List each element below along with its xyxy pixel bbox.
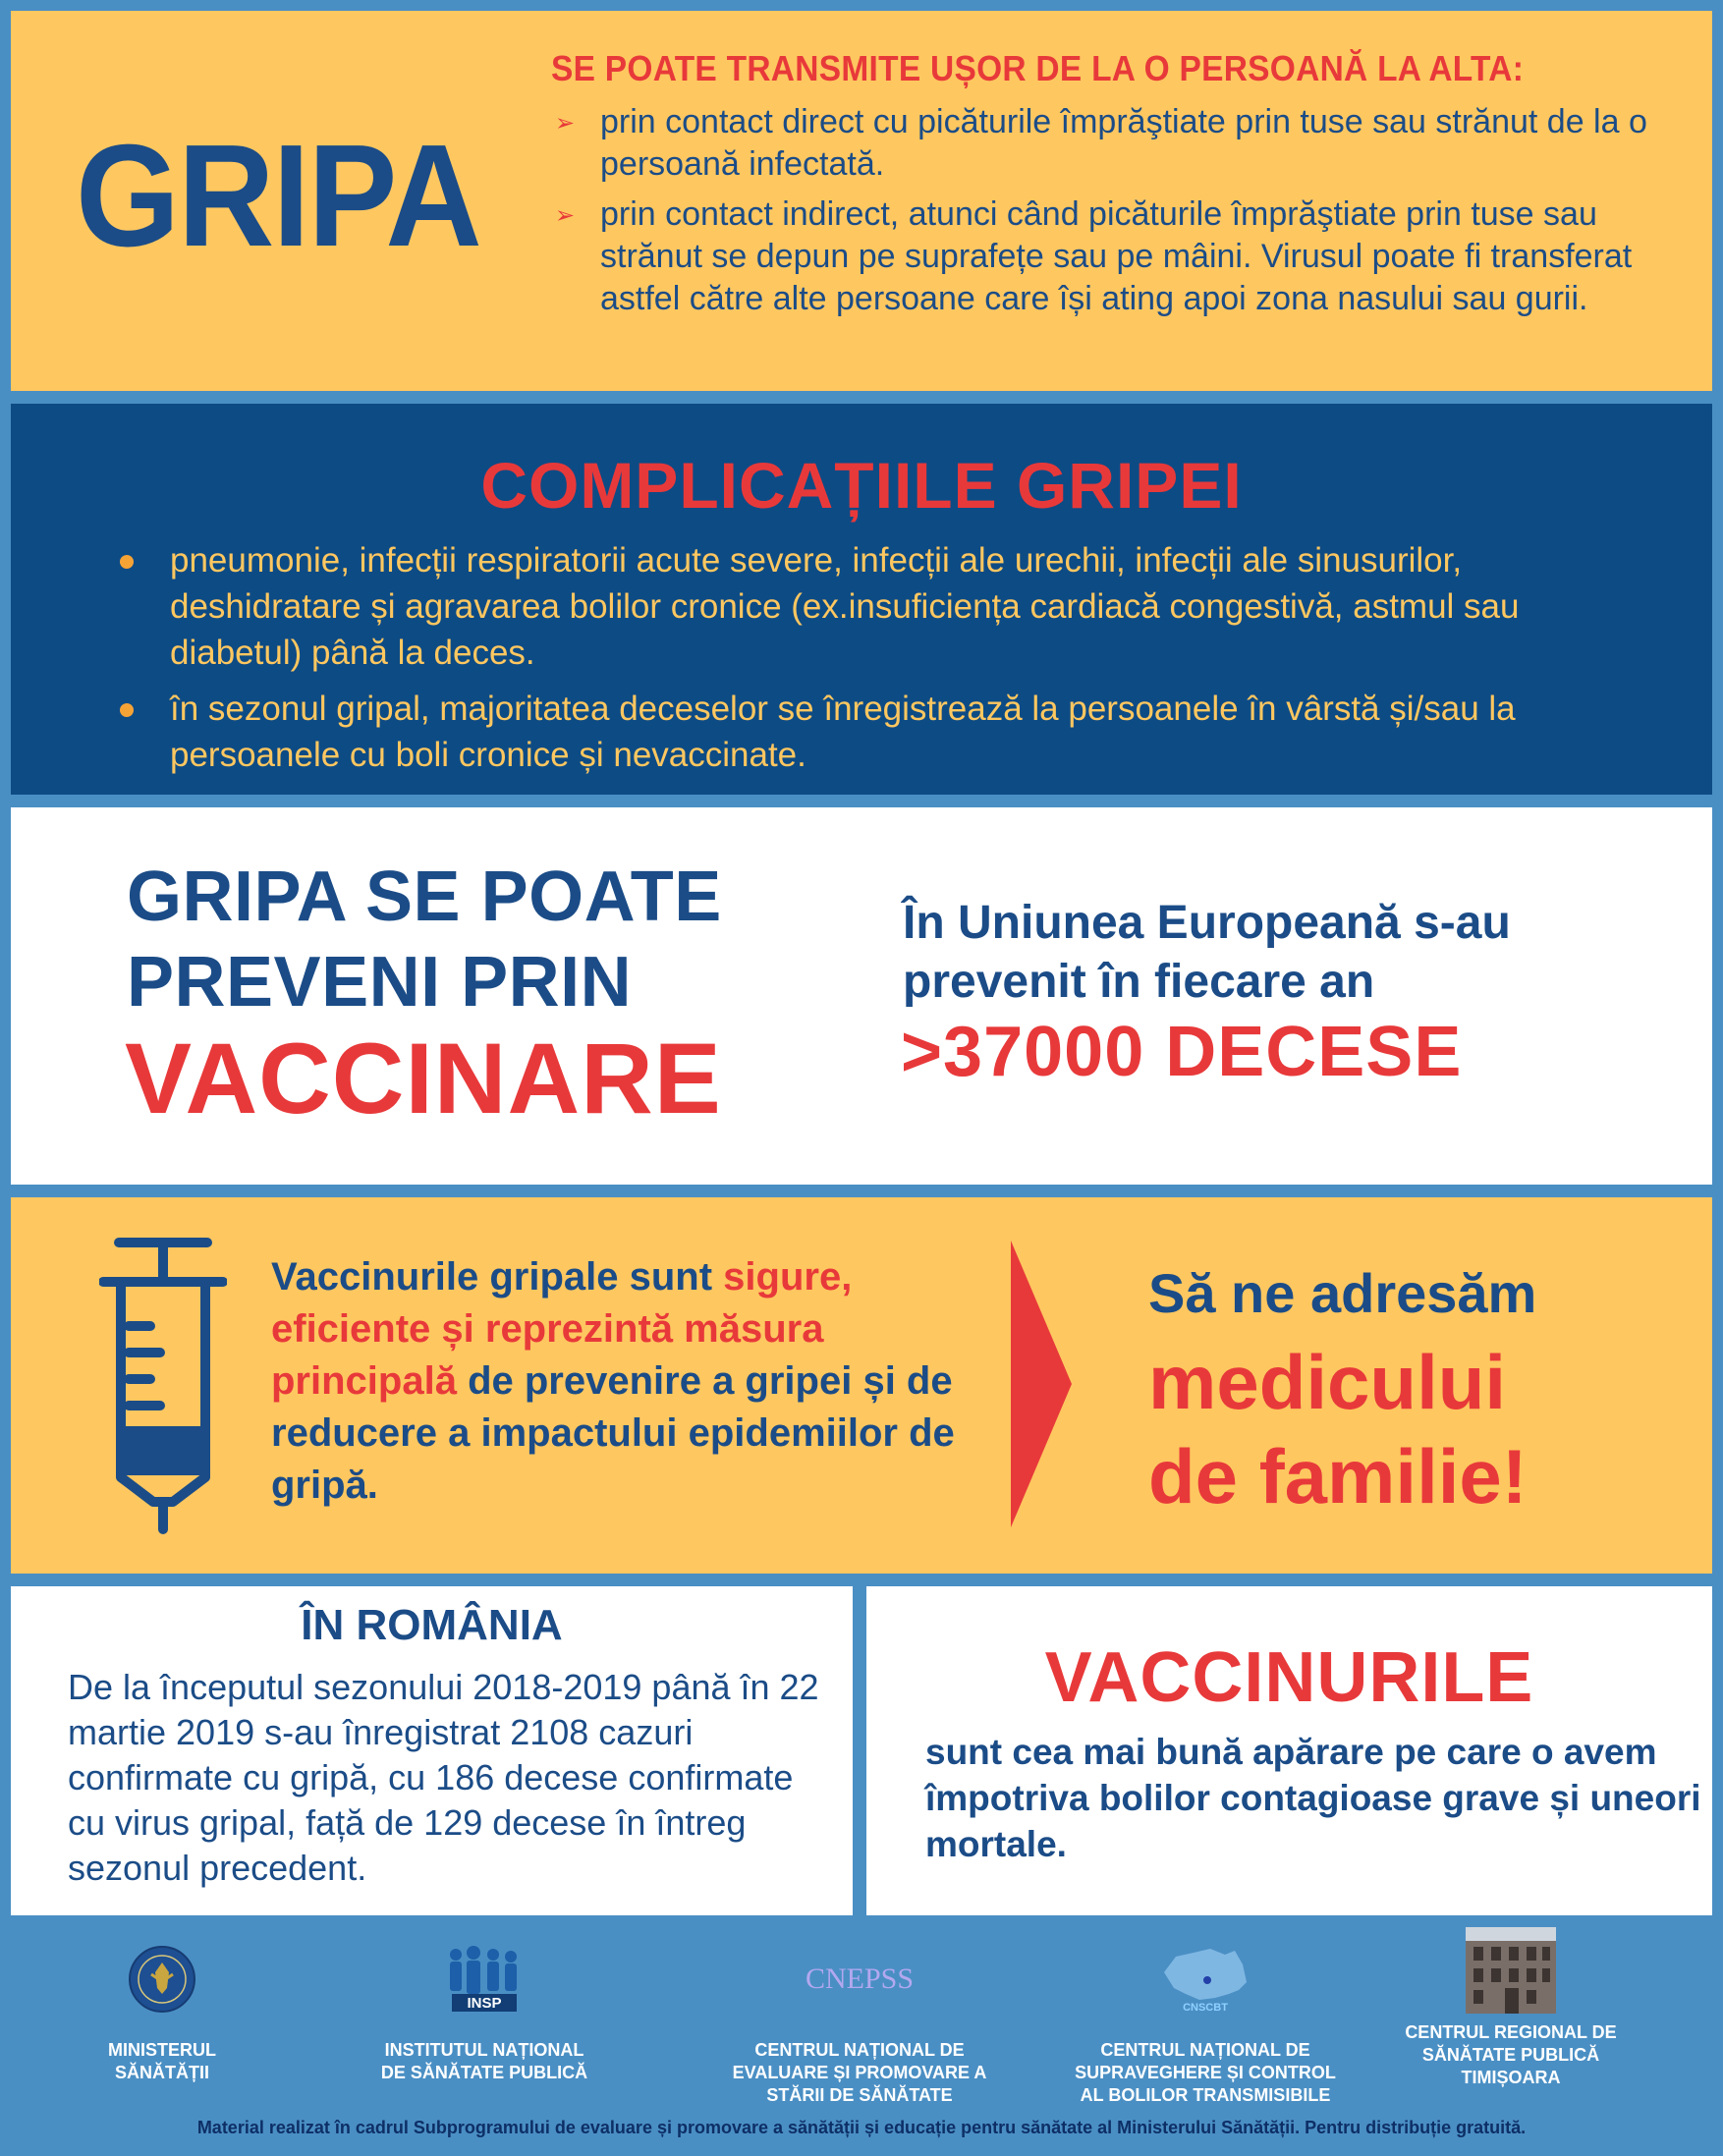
logo-caption: STĂRII DE SĂNĂTATE	[766, 2085, 953, 2105]
transmission-heading: SE POATE TRANSMITE UȘOR DE LA O PERSOANĂ LA ALTA:	[551, 48, 1525, 88]
insp-mark: INSP	[467, 1995, 502, 2012]
cnepss-wordmark: CNEPSS	[805, 1963, 915, 1995]
chevron-right-icon	[1011, 1241, 1080, 1527]
transmission-panel	[11, 11, 1712, 391]
best-defense-text: sunt cea mai bună apărare pe care o avem împotriva bolilor contagioase grave și uneori mortale.	[925, 1732, 1701, 1864]
logo-caption: TIMIȘOARA	[1461, 2068, 1561, 2087]
complications-list	[121, 537, 1653, 788]
vaccines-statement-part-2: de prevenire a gripei și de reducere a impactului epidemiilor de gripă.	[271, 1359, 955, 1507]
building-photo-icon	[1466, 1927, 1556, 2014]
logo-caption: MINISTERUL	[108, 2040, 216, 2060]
eu-deaths-figure: >37000 DECESE	[901, 1013, 1463, 1091]
logo-insp	[347, 1945, 622, 2084]
vaccines-statement	[271, 1251, 978, 1512]
doctor-call-line-1: Să ne adresăm	[1148, 1262, 1537, 1324]
logo-caption: AL BOLILOR TRANSMISIBILE	[1080, 2085, 1331, 2105]
logo-cnscbt	[1068, 1945, 1343, 2107]
doctor-call-line-2: medicului	[1148, 1339, 1507, 1425]
logo-caption: SĂNĂTATE PUBLICĂ	[1421, 2045, 1600, 2065]
best-defense-title: VACCINURILE	[1044, 1638, 1534, 1717]
list-item-text: prin contact indirect, atunci când picăturile împrăştiate prin tuse sau strănut se depun pe suprafețe sau pe mâini. Virusul poate fi transferat astfel către alte persoane care își ating apoi zona nasului sau gurii.	[600, 195, 1633, 317]
eu-line-2: prevenit în fiecare an	[903, 956, 1375, 1008]
prevention-panel	[11, 807, 1712, 1185]
list-item-text: în sezonul gripal, majoritatea deceselor se înregistrează la persoanele în vârstă și/sau la persoanele cu boli cronice și nevaccinate.	[170, 690, 1516, 774]
logo-caption: SĂNĂTĂȚII	[115, 2063, 209, 2082]
logo-caption: INSTITUTUL NAȚIONAL	[384, 2040, 584, 2060]
arrow-bullet-icon: ➢	[555, 110, 576, 137]
cnscbt-mark: CNSCBT	[1183, 2002, 1228, 2014]
dot-bullet-icon	[120, 555, 134, 569]
list-item	[551, 193, 1681, 320]
logo-crsp-timisoara	[1373, 1945, 1648, 2089]
gripa-title: GRIPA	[76, 115, 480, 277]
romania-map-icon	[1156, 1945, 1254, 2014]
complications-title: COMPLICAȚIILE GRIPEI	[480, 449, 1243, 522]
eu-line-1: În Uniunea Europeană s-au	[903, 897, 1511, 949]
romania-panel	[11, 1586, 853, 1915]
syringe-icon	[99, 1235, 227, 1534]
list-item	[121, 686, 1653, 778]
romania-title: ÎN ROMÂNIA	[301, 1601, 563, 1649]
list-item-text: prin contact direct cu picăturile împrăştiate prin tuse sau strănut de la o persoană infectată.	[600, 103, 1647, 183]
logo-caption: DE SĂNĂTATE PUBLICĂ	[380, 2063, 588, 2082]
arrow-bullet-icon: ➢	[555, 202, 576, 229]
list-item	[551, 101, 1681, 186]
dot-bullet-icon	[120, 703, 134, 717]
footer-note: Material realizat în cadrul Subprogramului de evaluare și promovare a sănătății și educație pentru sănătate al Ministerului Sănătății. Pentru distribuție gratuită.	[196, 2118, 1527, 2137]
logo-caption: CENTRUL NAȚIONAL DE	[754, 2040, 965, 2060]
complications-panel	[11, 404, 1712, 795]
doctor-call-highlight	[1148, 1335, 1528, 1523]
insp-people-icon	[442, 1945, 527, 2014]
logo-caption: CENTRUL NAȚIONAL DE	[1100, 2040, 1310, 2060]
logo-caption: EVALUARE ȘI PROMOVARE A	[732, 2063, 987, 2082]
best-defense-panel	[866, 1586, 1712, 1915]
logo-cnepss	[722, 1945, 997, 2107]
footer	[0, 1925, 1723, 2156]
logo-caption: CENTRUL REGIONAL DE	[1405, 2022, 1617, 2042]
doctor-call-line-3: de familie!	[1148, 1433, 1528, 1520]
vaccines-panel	[11, 1197, 1712, 1574]
prevention-line-1: GRIPA SE POATE	[127, 857, 722, 936]
list-item	[121, 537, 1653, 676]
prevention-vaccination: VACCINARE	[125, 1023, 722, 1134]
vaccines-statement-highlight: sigure, eficiente și reprezintă măsura principală	[271, 1255, 853, 1403]
government-seal-icon	[128, 1945, 196, 2014]
logo-caption: SUPRAVEGHERE ȘI CONTROL	[1075, 2063, 1336, 2082]
romania-text: De la începutul sezonului 2018-2019 până în 22 martie 2019 s-au înregistrat 2108 cazuri confirmate cu gripă, cu 186 decese confirmate cu virus gripal, față de 129 decese în întreg sezonul precedent.	[68, 1667, 819, 1888]
logo-ministerul-sanatatii	[25, 1945, 300, 2084]
prevention-line-2: PREVENI PRIN	[127, 943, 633, 1022]
list-item-text: pneumonie, infecții respiratorii acute severe, infecții ale urechii, infecții ale sinusurilor, deshidratare și agravarea bolilor cronice (ex.insuficiența cardiacă congestivă, astmul sau diabetul) până la deces.	[170, 541, 1520, 672]
vaccines-statement-part-1: Vaccinurile gripale sunt	[271, 1255, 724, 1299]
transmission-list	[551, 101, 1681, 328]
